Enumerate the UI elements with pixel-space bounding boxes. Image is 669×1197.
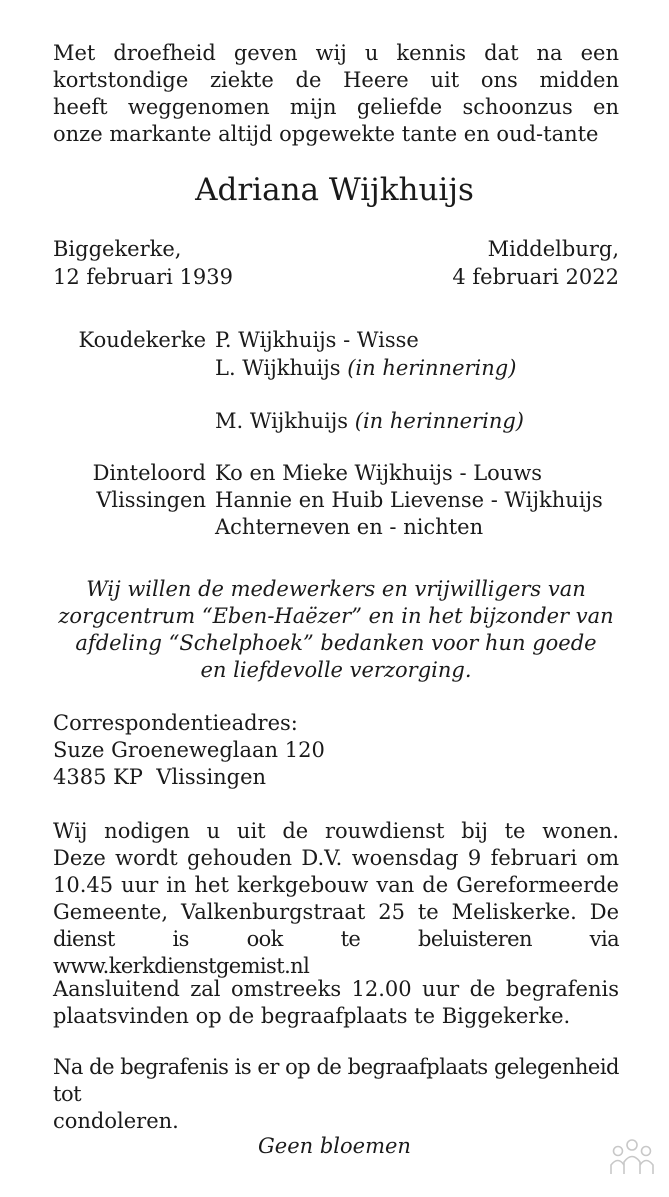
intro-line: heeft weggenomen mijn geliefde schoonzus en: [53, 95, 619, 119]
family-member: Hannie en Huib Lievense - Wijkhuijs: [215, 488, 603, 512]
family-row: [0, 327, 669, 354]
family-row: [0, 408, 669, 435]
death-place: Middelburg,: [487, 237, 619, 261]
service-line: Wij nodigen u uit de rouwdienst bij te wonen.: [53, 819, 619, 843]
thanks-line: afdeling “Schelphoek” bedanken voor hun goede: [75, 631, 597, 655]
family-member: Achterneven en - nichten: [215, 515, 484, 539]
family-row: [0, 460, 669, 487]
family-member: M. Wijkhuijs (in herinnering): [215, 409, 524, 433]
thanks-text: [53, 576, 619, 684]
death-info: [452, 235, 619, 291]
service-line: Deze wordt gehouden D.V. woensdag 9 februari om: [53, 846, 619, 870]
family-member: P. Wijkhuijs - Wisse: [215, 328, 419, 352]
intro-line: kortstondige ziekte de Heere uit ons midden: [53, 68, 619, 92]
service-text: [53, 818, 619, 980]
family-row: [0, 514, 669, 541]
family-member: L. Wijkhuijs (in herinnering): [215, 356, 517, 380]
family-member: Ko en Mieke Wijkhuijs - Louws: [215, 461, 543, 485]
service-line: 10.45 uur in het kerkgebouw van de Gereformeerde: [53, 873, 619, 897]
death-date: 4 februari 2022: [452, 265, 619, 289]
birth-info: [53, 235, 233, 291]
family-location: Koudekerke: [78, 328, 206, 352]
thanks-line: Wij willen de medewerkers en vrijwilligers van: [86, 577, 586, 601]
family-row: [0, 487, 669, 514]
family-note: (in herinnering): [354, 409, 524, 433]
condolence-line: condoleren.: [53, 1109, 179, 1133]
intro-line: onze markante altijd opgewekte tante en oud-tante: [53, 122, 599, 146]
people-group-icon: [608, 1138, 656, 1176]
service-line: Gemeente, Valkenburgstraat 25 te Meliskerke. De: [53, 900, 619, 924]
burial-line: plaatsvinden op de begraafplaats te Biggekerke.: [53, 1004, 571, 1028]
family-location: Dinteloord: [92, 461, 206, 485]
correspondence-address: [53, 710, 325, 791]
condolence-line: Na de begrafenis is er op de begraafplaats gelegenheid tot: [53, 1055, 619, 1106]
burial-text: [53, 976, 619, 1030]
no-flowers-note: Geen bloemen: [258, 1134, 411, 1158]
birth-date: 12 februari 1939: [53, 265, 233, 289]
intro-text: [53, 40, 619, 148]
service-line: dienst is ook te beluisteren via www.kerkdienstgemist.nl: [53, 927, 619, 978]
birth-place: Biggekerke,: [53, 237, 182, 261]
intro-line: Met droefheid geven wij u kennis dat na een: [53, 41, 619, 65]
family-note: (in herinnering): [347, 356, 517, 380]
address-street: Suze Groeneweglaan 120: [53, 738, 325, 762]
thanks-line: zorgcentrum “Eben-Haëzer” en in het bijzonder van: [58, 604, 614, 628]
family-location: Vlissingen: [96, 488, 206, 512]
deceased-name: Adriana Wijkhuijs: [195, 172, 474, 208]
address-label: Correspondentieadres:: [53, 711, 298, 735]
burial-line: Aansluitend zal omstreeks 12.00 uur de begrafenis: [53, 977, 619, 1001]
family-row: [0, 355, 669, 382]
condolence-text: [53, 1054, 619, 1135]
thanks-line: en liefdevolle verzorging.: [200, 658, 472, 682]
address-city: 4385 KP Vlissingen: [53, 765, 267, 789]
